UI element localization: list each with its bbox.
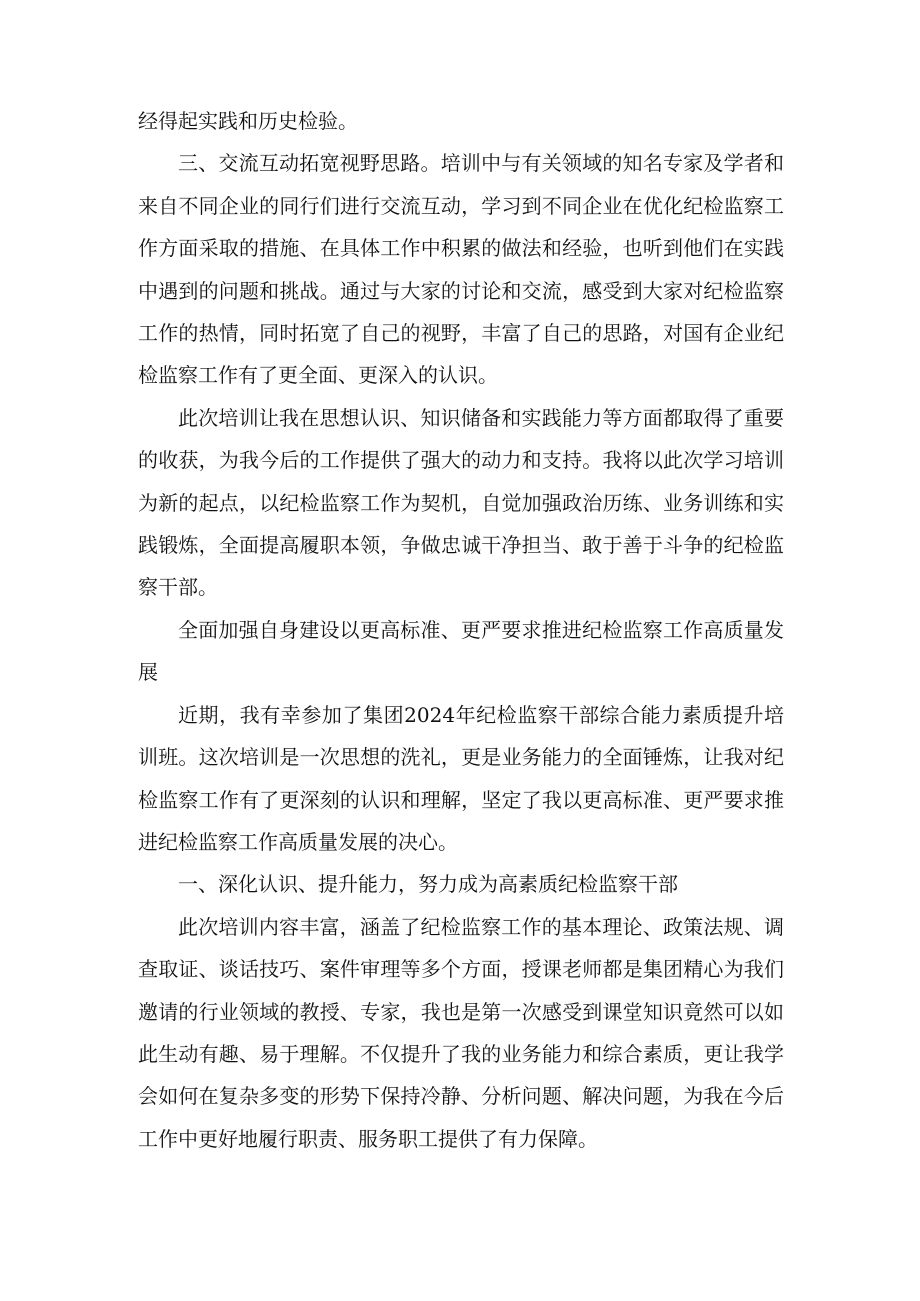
paragraph-continuation: 经得起实践和历史检验。 bbox=[138, 109, 358, 133]
paragraph-section-one-body: 此次培训内容丰富，涵盖了纪检监察工作的基本理论、政策法规、调查取证、谈话技巧、案件审理等多个方面，授课老师都是集团精心为我们邀请的行业领域的教授、专家，我也是第一次感受到课堂知识竟然可以如此生动有趣、易于理解。不仅提升了我的业务能力和综合素质，更让我学会如何在复杂多变的形势下保持冷静、分析问题、解决问题，为我在今后工作中更好地履行职责、服务职工提供了有力保障。 bbox=[138, 914, 784, 1151]
paragraph-section-three: 三、交流互动拓宽视野思路。培训中与有关领域的知名专家及学者和来自不同企业的同行们进行交流互动，学习到不同企业在优化纪检监察工作方面采取的措施、在具体工作中积累的做法和经验，也听到他们在实践中遇到的问题和挑战。通过与大家的讨论和交流，感受到大家对纪检监察工作的热情，同时拓宽了自己的视野，丰富了自己的思路，对国有企业纪检监察工作有了更全面、更深入的认识。 bbox=[138, 151, 784, 388]
paragraph-section-one-heading: 一、深化认识、提升能力，努力成为高素质纪检监察干部 bbox=[178, 872, 678, 897]
document-page bbox=[138, 100, 784, 1160]
paragraph-article-title: 全面加强自身建设以更高标准、更严要求推进纪检监察工作高质量发展 bbox=[138, 617, 784, 685]
paragraph-intro: 近期，我有幸参加了集团2024年纪检监察干部综合能力素质提升培训班。这次培训是一次思想的洗礼，更是业务能力的全面锤炼，让我对纪检监察工作有了更深刻的认识和理解，坚定了我以更高标准、更严要求推进纪检监察工作高质量发展的决心。 bbox=[138, 702, 784, 854]
paragraph-training-summary: 此次培训让我在思想认识、知识储备和实践能力等方面都取得了重要的收获，为我今后的工作提供了强大的动力和支持。我将以此次学习培训为新的起点，以纪检监察工作为契机，自觉加强政治历练、业务训练和实践锻炼，全面提高履职本领，争做忠诚干净担当、敢于善于斗争的纪检监察干部。 bbox=[138, 405, 784, 600]
